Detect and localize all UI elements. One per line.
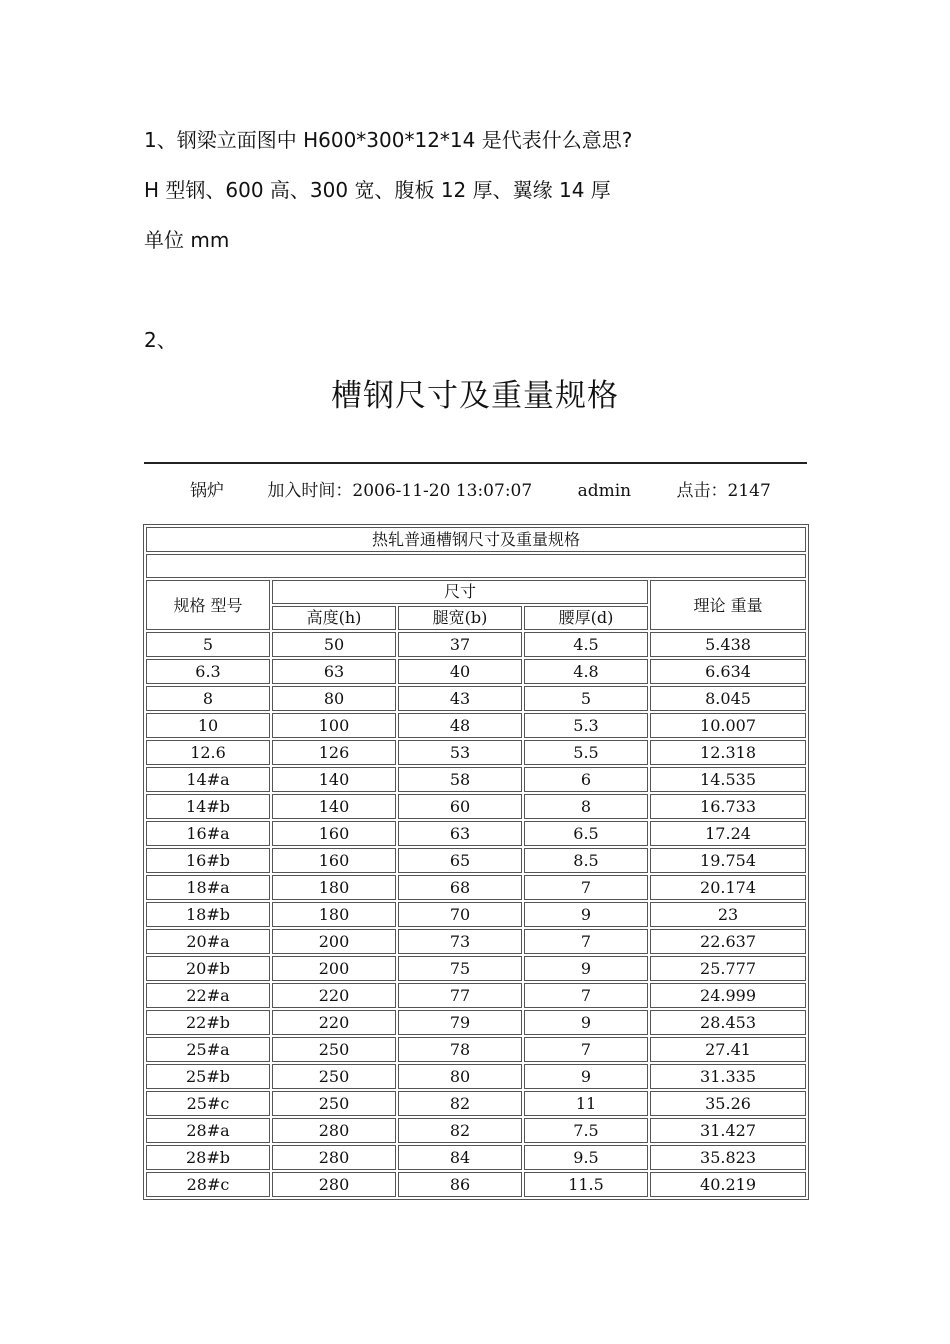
- question-2: 2、: [144, 328, 177, 352]
- cell-web-thickness: 8.5: [524, 848, 648, 873]
- table-row: [146, 686, 806, 711]
- cell-leg-width: 65: [398, 848, 522, 873]
- cell-height: 220: [272, 983, 396, 1008]
- table-row: [146, 1064, 806, 1089]
- cell-height: 200: [272, 956, 396, 981]
- cell-weight: 27.41: [650, 1037, 806, 1062]
- table-row: [146, 1118, 806, 1143]
- cell-leg-width: 78: [398, 1037, 522, 1062]
- cell-model: 22#b: [146, 1010, 270, 1035]
- table-header-row: [146, 580, 806, 604]
- cell-model: 18#a: [146, 875, 270, 900]
- cell-height: 160: [272, 821, 396, 846]
- header-model: 规格 型号: [146, 580, 270, 630]
- cell-leg-width: 37: [398, 632, 522, 657]
- table-row: [146, 740, 806, 765]
- cell-model: 10: [146, 713, 270, 738]
- cell-weight: 17.24: [650, 821, 806, 846]
- cell-leg-width: 82: [398, 1118, 522, 1143]
- table-blank-row: [146, 554, 806, 578]
- table-row: [146, 902, 806, 927]
- cell-web-thickness: 5: [524, 686, 648, 711]
- cell-leg-width: 60: [398, 794, 522, 819]
- cell-height: 250: [272, 1037, 396, 1062]
- cell-web-thickness: 7: [524, 1037, 648, 1062]
- cell-web-thickness: 11.5: [524, 1172, 648, 1197]
- cell-weight: 40.219: [650, 1172, 806, 1197]
- cell-height: 50: [272, 632, 396, 657]
- table-caption: 热轧普通槽钢尺寸及重量规格: [146, 527, 806, 552]
- cell-height: 160: [272, 848, 396, 873]
- table-row: [146, 713, 806, 738]
- table-row: [146, 767, 806, 792]
- cell-leg-width: 84: [398, 1145, 522, 1170]
- cell-model: 5: [146, 632, 270, 657]
- cell-model: 20#b: [146, 956, 270, 981]
- cell-height: 126: [272, 740, 396, 765]
- cell-weight: 12.318: [650, 740, 806, 765]
- cell-web-thickness: 6: [524, 767, 648, 792]
- cell-leg-width: 86: [398, 1172, 522, 1197]
- table-row: [146, 1091, 806, 1116]
- cell-web-thickness: 8: [524, 794, 648, 819]
- cell-weight: 23: [650, 902, 806, 927]
- table-row: [146, 1172, 806, 1197]
- cell-model: 28#a: [146, 1118, 270, 1143]
- cell-web-thickness: 7: [524, 875, 648, 900]
- cell-model: 18#b: [146, 902, 270, 927]
- cell-leg-width: 40: [398, 659, 522, 684]
- header-weight: 理论 重量: [650, 580, 806, 630]
- cell-model: 16#a: [146, 821, 270, 846]
- cell-weight: 24.999: [650, 983, 806, 1008]
- cell-web-thickness: 4.8: [524, 659, 648, 684]
- question-1: 1、钢梁立面图中 H600*300*12*14 是代表什么意思?: [144, 128, 633, 152]
- cell-weight: 35.823: [650, 1145, 806, 1170]
- cell-weight: 35.26: [650, 1091, 806, 1116]
- cell-height: 280: [272, 1145, 396, 1170]
- table-row: [146, 956, 806, 981]
- cell-leg-width: 77: [398, 983, 522, 1008]
- cell-model: 6.3: [146, 659, 270, 684]
- cell-weight: 28.453: [650, 1010, 806, 1035]
- table-row: [146, 1037, 806, 1062]
- cell-weight: 8.045: [650, 686, 806, 711]
- cell-model: 8: [146, 686, 270, 711]
- cell-weight: 6.634: [650, 659, 806, 684]
- cell-leg-width: 73: [398, 929, 522, 954]
- cell-web-thickness: 7: [524, 929, 648, 954]
- meta-added-time: 加入时间：2006-11-20 13:07:07: [267, 481, 533, 501]
- cell-web-thickness: 5.3: [524, 713, 648, 738]
- table-row: [146, 1010, 806, 1035]
- cell-height: 250: [272, 1091, 396, 1116]
- answer-line-2: 单位 mm: [144, 228, 230, 252]
- cell-model: 28#c: [146, 1172, 270, 1197]
- cell-web-thickness: 9: [524, 902, 648, 927]
- cell-web-thickness: 11: [524, 1091, 648, 1116]
- table-row: [146, 983, 806, 1008]
- cell-leg-width: 63: [398, 821, 522, 846]
- cell-leg-width: 48: [398, 713, 522, 738]
- cell-web-thickness: 6.5: [524, 821, 648, 846]
- cell-leg-width: 53: [398, 740, 522, 765]
- cell-weight: 16.733: [650, 794, 806, 819]
- cell-web-thickness: 9: [524, 1010, 648, 1035]
- cell-weight: 5.438: [650, 632, 806, 657]
- cell-model: 25#a: [146, 1037, 270, 1062]
- cell-height: 200: [272, 929, 396, 954]
- cell-model: 20#a: [146, 929, 270, 954]
- cell-height: 140: [272, 767, 396, 792]
- table-row: [146, 848, 806, 873]
- cell-height: 180: [272, 875, 396, 900]
- cell-model: 22#a: [146, 983, 270, 1008]
- header-height: 高度(h): [272, 606, 396, 630]
- cell-leg-width: 79: [398, 1010, 522, 1035]
- cell-weight: 20.174: [650, 875, 806, 900]
- cell-web-thickness: 7.5: [524, 1118, 648, 1143]
- table-row: [146, 659, 806, 684]
- table-row: [146, 1145, 806, 1170]
- cell-leg-width: 82: [398, 1091, 522, 1116]
- cell-height: 250: [272, 1064, 396, 1089]
- cell-height: 280: [272, 1118, 396, 1143]
- cell-height: 140: [272, 794, 396, 819]
- cell-height: 180: [272, 902, 396, 927]
- cell-leg-width: 75: [398, 956, 522, 981]
- cell-web-thickness: 9: [524, 1064, 648, 1089]
- table-row: [146, 821, 806, 846]
- cell-web-thickness: 5.5: [524, 740, 648, 765]
- cell-weight: 31.427: [650, 1118, 806, 1143]
- answer-line-1: H 型钢、600 高、300 宽、腹板 12 厚、翼缘 14 厚: [144, 178, 611, 202]
- table-row: [146, 632, 806, 657]
- cell-model: 25#c: [146, 1091, 270, 1116]
- cell-web-thickness: 9: [524, 956, 648, 981]
- cell-weight: 14.535: [650, 767, 806, 792]
- cell-height: 220: [272, 1010, 396, 1035]
- cell-model: 14#a: [146, 767, 270, 792]
- cell-model: 16#b: [146, 848, 270, 873]
- cell-web-thickness: 9.5: [524, 1145, 648, 1170]
- cell-leg-width: 43: [398, 686, 522, 711]
- cell-weight: 31.335: [650, 1064, 806, 1089]
- cell-model: 28#b: [146, 1145, 270, 1170]
- cell-model: 25#b: [146, 1064, 270, 1089]
- table-caption-row: [146, 527, 806, 552]
- cell-weight: 22.637: [650, 929, 806, 954]
- meta-category: 锅炉: [190, 481, 224, 501]
- header-dimensions: 尺寸: [272, 580, 648, 604]
- table-row: [146, 875, 806, 900]
- meta-clicks: 点击：2147: [676, 481, 771, 501]
- cell-weight: 10.007: [650, 713, 806, 738]
- table-row: [146, 929, 806, 954]
- title-divider: [144, 462, 807, 464]
- cell-leg-width: 80: [398, 1064, 522, 1089]
- article-title: 槽钢尺寸及重量规格: [331, 378, 619, 414]
- article-meta: [190, 476, 771, 501]
- cell-weight: 19.754: [650, 848, 806, 873]
- channel-steel-spec-table: [143, 524, 809, 1200]
- cell-height: 63: [272, 659, 396, 684]
- meta-author: admin: [577, 481, 632, 501]
- table-blank-cell: [146, 554, 806, 578]
- cell-web-thickness: 7: [524, 983, 648, 1008]
- cell-weight: 25.777: [650, 956, 806, 981]
- cell-height: 80: [272, 686, 396, 711]
- cell-leg-width: 70: [398, 902, 522, 927]
- cell-leg-width: 58: [398, 767, 522, 792]
- table-row: [146, 794, 806, 819]
- cell-model: 14#b: [146, 794, 270, 819]
- cell-leg-width: 68: [398, 875, 522, 900]
- header-web-thickness: 腰厚(d): [524, 606, 648, 630]
- cell-height: 100: [272, 713, 396, 738]
- header-leg-width: 腿宽(b): [398, 606, 522, 630]
- cell-web-thickness: 4.5: [524, 632, 648, 657]
- cell-model: 12.6: [146, 740, 270, 765]
- cell-height: 280: [272, 1172, 396, 1197]
